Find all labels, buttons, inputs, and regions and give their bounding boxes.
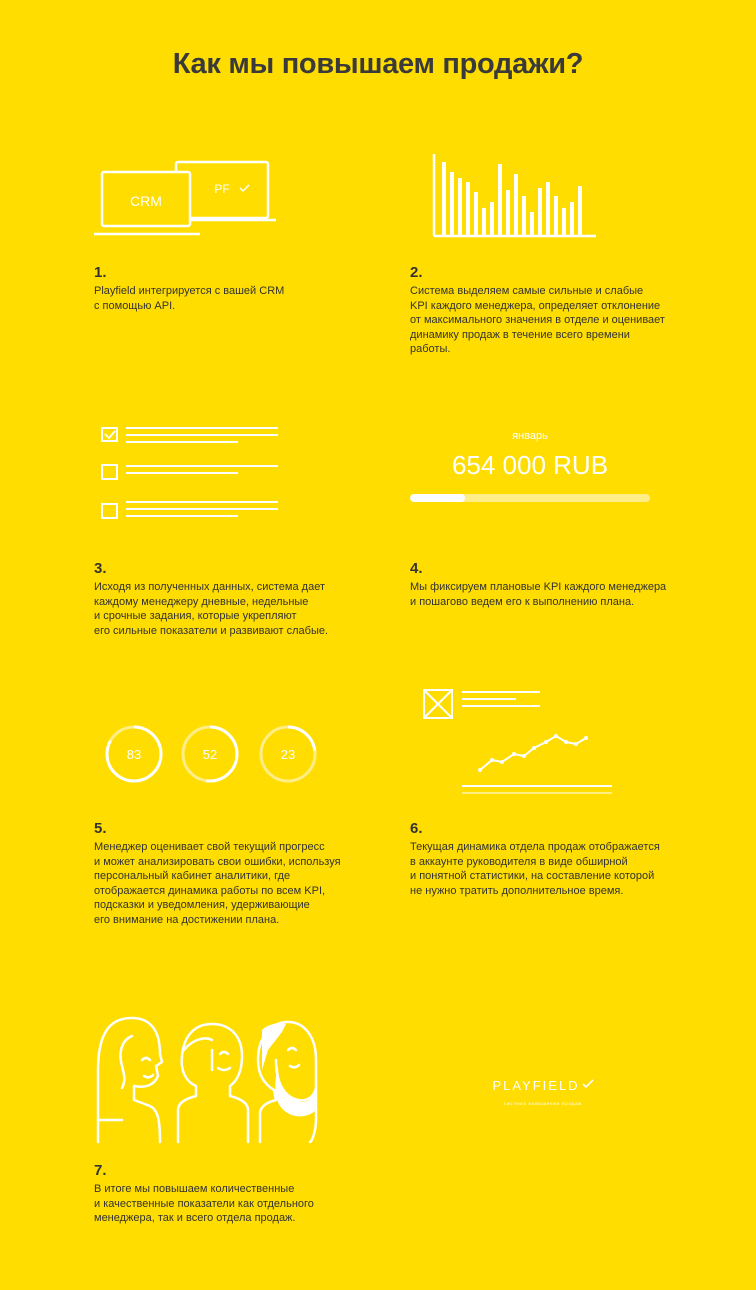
kpi-progress-fill (410, 494, 465, 502)
step-3-text: Исходя из полученных данных, система дает каждому менеджеру дневные, недельные и срочные задания, которые укрепляют его сильные показатели и развивают слабые. (94, 581, 329, 637)
crm-integration-illustration (92, 158, 282, 238)
step-7-text: В итоге мы повышаем количественные и качественные показатели как отдельного менеджера, так и всего отдела продаж. (94, 1183, 314, 1224)
brand-name: PLAYFIELD (488, 1078, 598, 1093)
gauges-illustration (100, 724, 330, 784)
step-2-number: 2. (410, 264, 423, 281)
report-illustration (420, 686, 620, 796)
step-5-text: Менеджер оценивает свой текущий прогресс и может анализировать свои ошибки, используя персональный кабинет аналитики, где отображается динамика работы по всем KPI, подсказки и уведомления, удерживающие его внимание на достижении плана. (94, 841, 341, 926)
crm-label: CRM (130, 193, 162, 209)
gauge-label-23: 23 (280, 747, 296, 762)
step-1-number: 1. (94, 264, 107, 281)
team-illustration (92, 1010, 322, 1146)
step-1-text: Playfield интегрируется с вашей CRM с помощью API. (94, 285, 285, 312)
check-icon (582, 1079, 594, 1089)
bar-chart-illustration (428, 152, 598, 242)
pf-label: PF (214, 182, 230, 196)
brand-logo (488, 1078, 598, 1106)
kpi-month: январь (512, 430, 548, 442)
checklist-illustration (98, 420, 282, 524)
page-title: Как мы повышаем продажи? (172, 48, 584, 80)
step-2-text: Система выделяем самые сильные и слабые KPI каждого менеджера, определяет отклонение от максимального значения в отделе и оценивает динамику продаж в течение всего времени работы. (410, 285, 665, 355)
step-6-number: 6. (410, 820, 423, 837)
step-3-number: 3. (94, 560, 107, 577)
step-4-text: Мы фиксируем плановые KPI каждого менеджера и пошагово ведем его к выполнению плана. (410, 581, 667, 608)
kpi-amount: 654 000 RUB (451, 450, 609, 480)
gauge-label-83: 83 (126, 747, 142, 762)
step-5-number: 5. (94, 820, 107, 837)
step-7-number: 7. (94, 1162, 107, 1179)
step-4-number: 4. (410, 560, 423, 577)
step-6-text: Текущая динамика отдела продаж отображается в аккаунте руководителя в виде обширной и понятной статистики, на составление которой не нужно тратить дополнительное время. (410, 841, 660, 897)
gauge-label-52: 52 (202, 747, 218, 762)
brand-tagline: система повышения продаж (503, 1101, 583, 1106)
kpi-progress-bar (410, 494, 650, 502)
